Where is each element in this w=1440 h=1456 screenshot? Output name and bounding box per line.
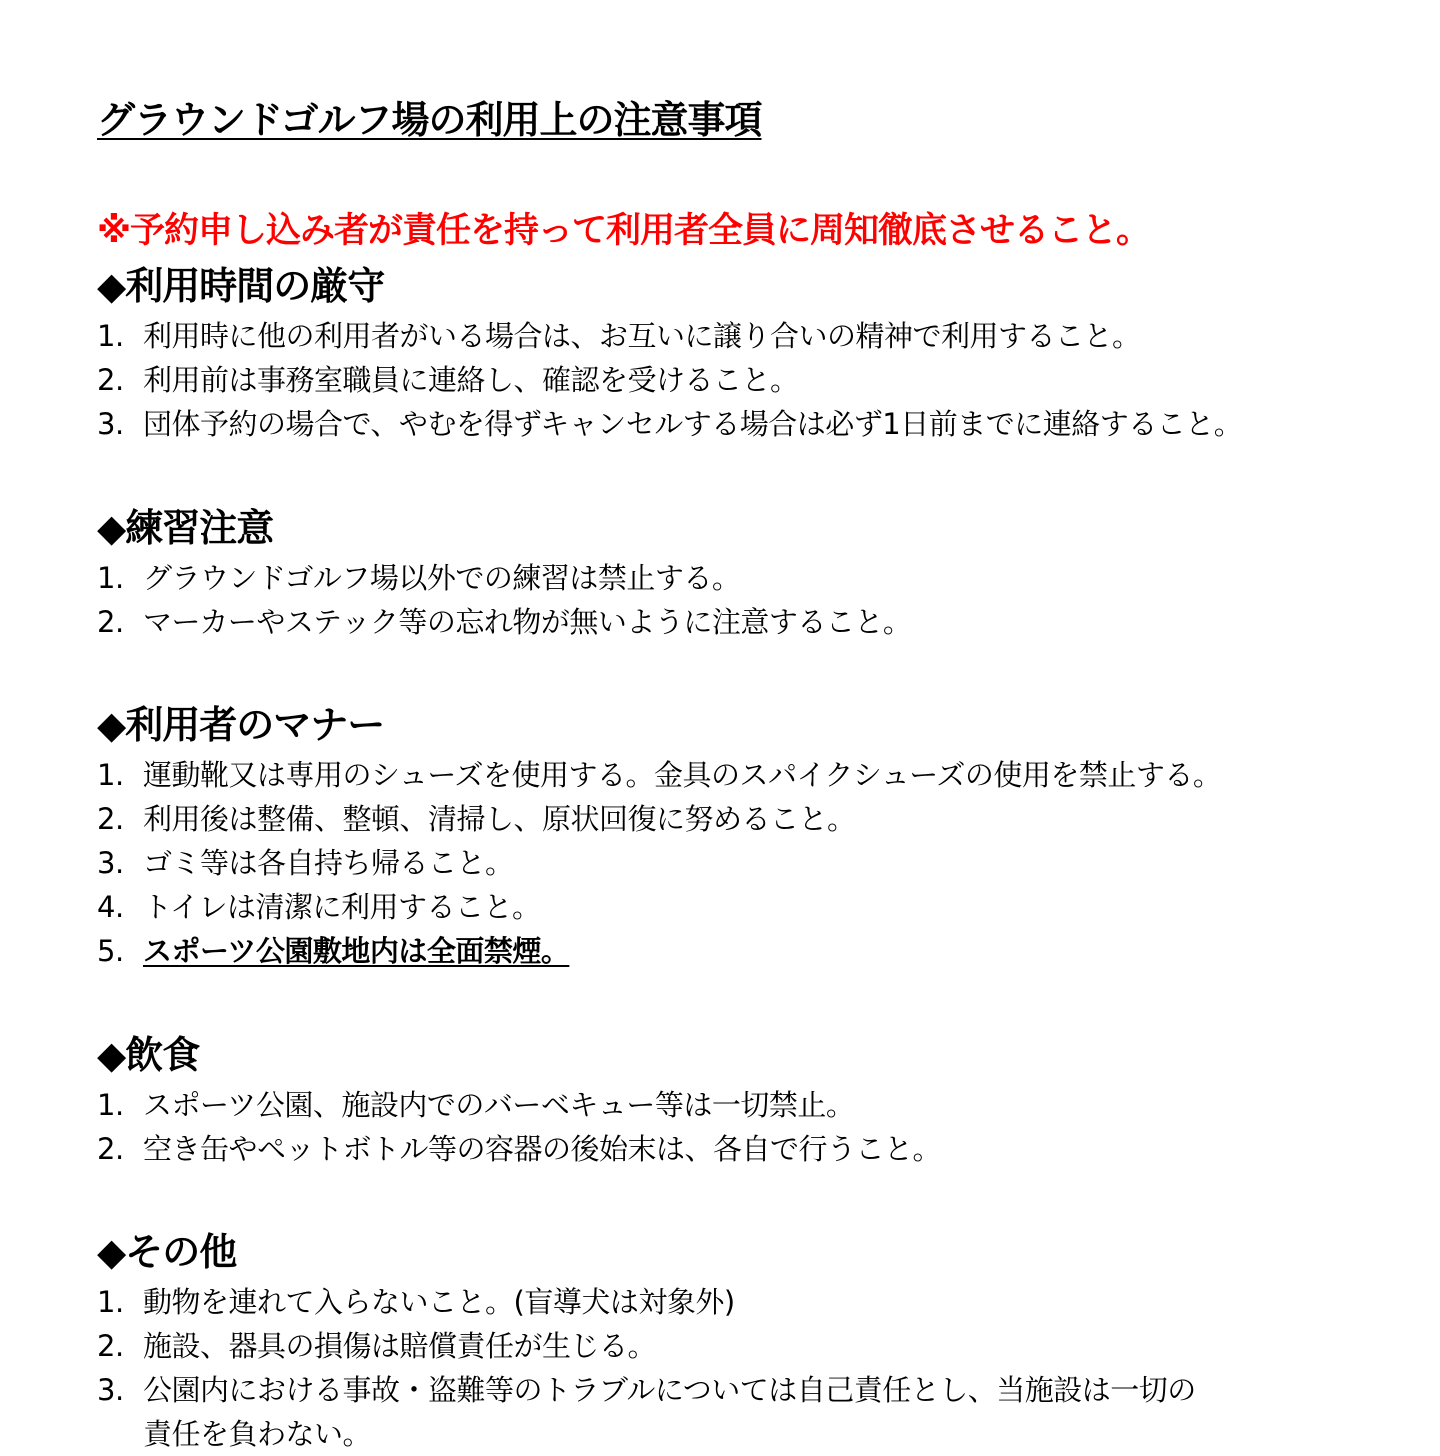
document-title: グラウンドゴルフ場の利用上の注意事項 (97, 98, 762, 142)
item-number: 3. (97, 846, 124, 880)
item-text: マーカーやステック等の忘れ物が無いように注意すること。 (143, 605, 912, 639)
section-heading: ◆飲食 (97, 1033, 200, 1077)
list-item (97, 358, 1242, 402)
list-item (97, 885, 1221, 929)
no-smoking-text: スポーツ公園敷地内は全面禁煙。 (143, 934, 570, 968)
document-page (97, 0, 1417, 1451)
item-number: 1. (97, 561, 124, 595)
item-number: 3. (97, 407, 124, 441)
item-number: 1. (97, 319, 124, 353)
list-item (97, 1083, 941, 1127)
item-text: 公園内における事故・盗難等のトラブルについては自己責任とし、当施設は一切の (143, 1373, 1196, 1407)
list-item (97, 753, 1221, 797)
item-number: 2. (97, 802, 124, 836)
list-item (97, 1280, 1196, 1324)
item-text: 利用時に他の利用者がいる場合は、お互いに譲り合いの精神で利用すること。 (143, 319, 1141, 353)
section-usage-time (97, 258, 1242, 446)
item-number: 1. (97, 1285, 124, 1319)
list-item (97, 314, 1242, 358)
section-practice-caution (97, 500, 911, 644)
item-number: 2. (97, 363, 124, 397)
section-heading: ◆練習注意 (97, 506, 274, 550)
item-continuation: 責任を負わない。 (143, 1417, 372, 1451)
item-text: 運動靴又は専用のシューズを使用する。金具のスパイクシューズの使用を禁止する。 (143, 758, 1222, 792)
item-text: 利用後は整備、整頓、清掃し、原状回復に努めること。 (143, 802, 856, 836)
item-number: 5. (97, 934, 124, 968)
section-user-manners (97, 697, 1221, 973)
item-text: 利用前は事務室職員に連絡し、確認を受けること。 (143, 363, 799, 397)
list-item (97, 402, 1242, 446)
item-text: 施設、器具の損傷は賠償責任が生じる。 (143, 1329, 657, 1363)
section-food-drink (97, 1027, 941, 1171)
item-text: 動物を連れて入らないこと。(盲導犬は対象外) (143, 1285, 735, 1319)
list-item (97, 797, 1221, 841)
item-text: トイレは清潔に利用すること。 (143, 890, 541, 924)
section-other (97, 1224, 1196, 1456)
item-number: 2. (97, 1329, 124, 1363)
list-item (97, 1127, 941, 1171)
item-number: 2. (97, 605, 124, 639)
list-item (97, 841, 1221, 885)
list-item (97, 600, 911, 644)
list-item (97, 556, 911, 600)
section-heading: ◆利用時間の厳守 (97, 264, 385, 308)
section-heading: ◆利用者のマナー (97, 703, 385, 747)
item-text: グラウンドゴルフ場以外での練習は禁止する。 (143, 561, 741, 595)
item-number: 3. (97, 1373, 124, 1407)
list-item (97, 1324, 1196, 1368)
item-text: 空き缶やペットボトル等の容器の後始末は、各自で行うこと。 (143, 1132, 942, 1166)
section-heading: ◆その他 (97, 1230, 237, 1274)
item-number: 1. (97, 1088, 124, 1122)
item-number: 4. (97, 890, 124, 924)
item-number: 1. (97, 758, 124, 792)
list-item (97, 1368, 1196, 1412)
item-text: ゴミ等は各自持ち帰ること。 (143, 846, 514, 880)
item-text: スポーツ公園、施設内でのバーベキュー等は一切禁止。 (143, 1088, 855, 1122)
list-item (97, 929, 1221, 973)
reservation-notice: ※予約申し込み者が責任を持って利用者全員に周知徹底させること。 (97, 211, 1151, 251)
item-number: 2. (97, 1132, 124, 1166)
item-text: 団体予約の場合で、やむを得ずキャンセルする場合は必ず1日前までに連絡すること。 (143, 407, 1243, 441)
